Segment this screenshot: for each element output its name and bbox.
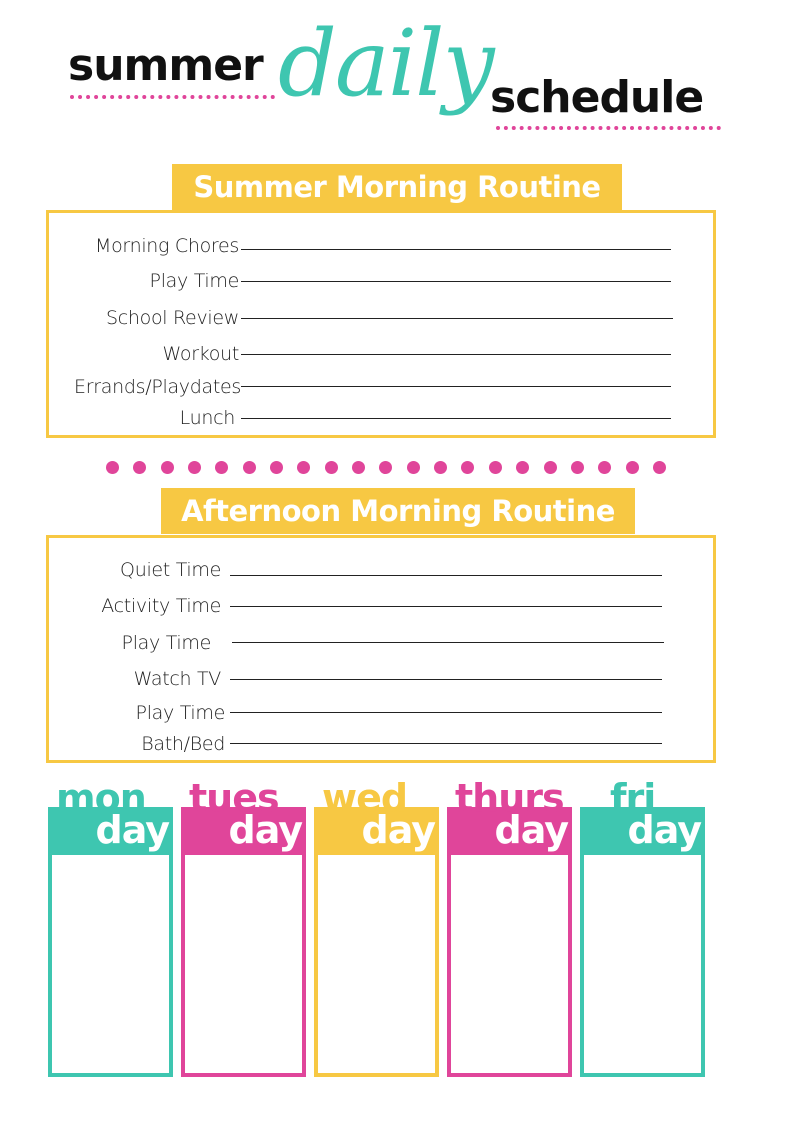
title-dotted-underline-right [496,126,721,130]
afternoon-row-label-wrap [49,694,225,724]
morning-item-label: Errands/Playdates [74,376,241,398]
morning-row-label-wrap [49,399,235,429]
afternoon-item-label: Activity Time [101,595,221,617]
morning-write-line[interactable] [241,281,671,282]
day-word-tues: tues [189,776,279,820]
morning-routine-box [46,210,716,438]
title-summer: summer [68,40,263,91]
morning-write-line[interactable] [241,318,673,319]
day-word-fri: fri [610,776,656,820]
afternoon-item-label: Play Time [121,632,211,654]
afternoon-item-label: Quiet Time [120,559,221,581]
dot-separator [106,461,666,475]
afternoon-item-label: Play Time [135,702,225,724]
title-daily: daily [278,10,493,117]
title-schedule: schedule [490,72,704,123]
day-sub-thurs: day [494,808,568,852]
morning-write-line[interactable] [241,354,671,355]
morning-write-line[interactable] [241,386,671,387]
afternoon-row-label-wrap [49,660,221,690]
day-column-mon [48,778,173,1078]
afternoon-write-line[interactable] [230,712,662,713]
morning-item-label: School Review [105,307,239,329]
morning-item-label: Morning Chores [94,235,239,257]
afternoon-row-label-wrap [49,624,211,654]
morning-row-label-wrap [49,299,239,329]
day-sub-fri: day [627,808,701,852]
day-word-mon: mon [56,776,146,820]
day-column-fri [580,778,705,1078]
afternoon-row-label-wrap [49,725,225,755]
afternoon-write-line[interactable] [230,575,662,576]
afternoon-row-label-wrap [49,551,221,581]
afternoon-routine-header: Afternoon Morning Routine [161,488,635,534]
morning-item-label: Play Time [149,270,239,292]
morning-routine-header: Summer Morning Routine [172,164,622,210]
morning-write-line[interactable] [241,418,671,419]
title-dotted-underline-left [70,95,275,99]
afternoon-routine-box [46,535,716,763]
afternoon-item-label: Bath/Bed [141,733,225,755]
afternoon-write-line[interactable] [230,606,662,607]
day-word-thurs: thurs [455,776,564,820]
morning-row-label-wrap [49,227,239,257]
day-sub-wed: day [361,808,435,852]
afternoon-item-label: Watch TV [133,668,221,690]
afternoon-write-line[interactable] [230,679,662,680]
morning-item-label: Lunch [179,407,235,429]
morning-row-label-wrap [49,335,239,365]
morning-item-label: Workout [162,343,239,365]
day-column-thurs [447,778,572,1078]
day-sub-tues: day [228,808,302,852]
morning-row-label-wrap [49,368,241,398]
day-word-wed: wed [322,776,408,820]
afternoon-write-line[interactable] [230,743,662,744]
day-sub-mon: day [95,808,169,852]
afternoon-write-line[interactable] [232,642,664,643]
day-column-tues [181,778,306,1078]
morning-row-label-wrap [49,262,239,292]
morning-write-line[interactable] [241,249,671,250]
afternoon-row-label-wrap [49,587,221,617]
day-column-wed [314,778,439,1078]
